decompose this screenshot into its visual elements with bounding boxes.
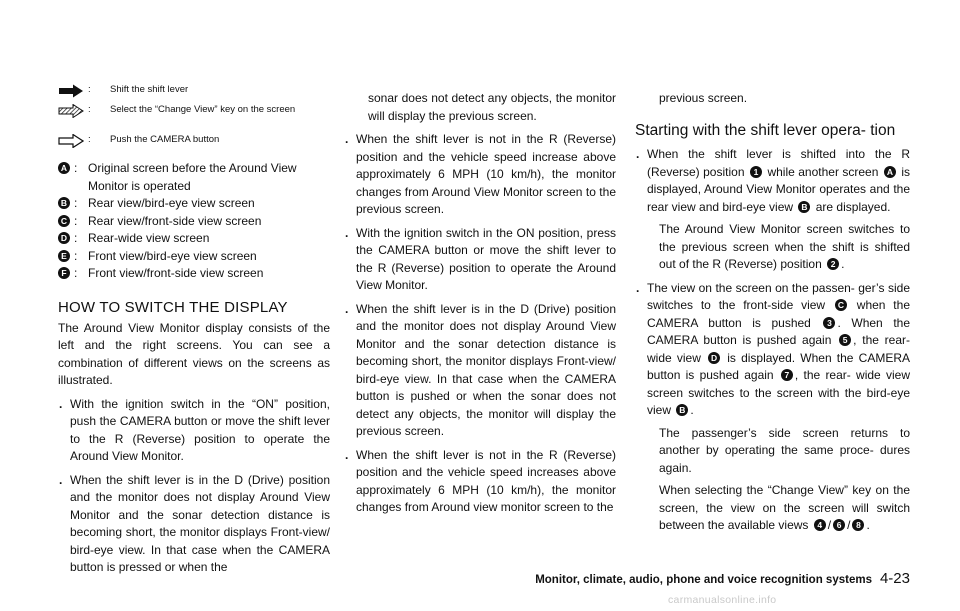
subsection-heading: Starting with the shift lever opera- tion	[635, 121, 896, 139]
view-definition: E : Front view/bird-eye view screen	[58, 248, 330, 266]
view-badge: A	[58, 162, 70, 174]
bullet-item: . When the shift lever is not in the R (Reverse) position and the vehicle speed increase above approximately 6 MPH (10 km/h), the monitor changes from Around View Monitor screen to the previous screen.	[345, 132, 616, 216]
bullet-item: . When the shift lever is not in the R (Reverse) position and the vehicle speed increases above approximately 6 MPH (10 km/h), the monitor changes from Around view monitor screen to the	[345, 447, 616, 514]
view-badge: A	[884, 166, 896, 178]
intro-paragraph: The Around View Monitor display consists of the left and the right screens. You can see a combination of different views on the screens as illustrated.	[58, 320, 330, 387]
bullet-item: . When the shift lever is shifted into the R (Reverse) position 1 while another screen A is displayed, Around View Monitor operates and the rear view and bird-eye view B are displayed.	[636, 147, 911, 214]
step-badge: 2	[827, 258, 839, 270]
right-column	[635, 90, 910, 535]
view-definition: B : Rear view/bird-eye view screen	[58, 195, 330, 213]
view-badge: C	[58, 215, 70, 227]
step-badge: 4	[814, 519, 826, 531]
bullet-item: . With the ignition switch in the ON position, press the CAMERA button or move the shift lever to the R (Reverse) position to operate the Around View Monitor.	[345, 225, 616, 292]
step-badge: 3	[823, 317, 835, 329]
continued-text: previous screen.	[659, 91, 748, 105]
legend-text: Push the CAMERA button	[110, 134, 220, 145]
continued-text: sonar does not detect any objects, the monitor will display the previous screen.	[368, 91, 616, 123]
step-badge: 6	[833, 519, 845, 531]
bullet-item: . With the ignition switch in the “ON” position, push the CAMERA button or move the shift lever to the R (Reverse) position to operate the Around View Monitor.	[59, 396, 330, 463]
watermark: carmanualsonline.info	[668, 594, 777, 606]
legend-text: Select the “Change View” key on the screen	[110, 104, 296, 115]
bullet-item: . When the shift lever is in the D (Drive) position and the monitor does not display Around View Monitor and the sonar detection distance is becoming short, the monitor displays Front-view/ bird-eye view. In that case when the CAMERA button is pressed or when the	[59, 472, 330, 574]
view-badge: D	[58, 232, 70, 244]
left-column	[58, 84, 330, 577]
footer-section-title: Monitor, climate, audio, phone and voice recognition systems	[535, 574, 872, 586]
step-badge: 8	[852, 519, 864, 531]
camera-button-arrow-icon	[58, 134, 84, 148]
step-badge: 7	[781, 369, 793, 381]
legend-row: : Shift the shift lever	[58, 84, 330, 97]
page-number: 4-23	[879, 570, 910, 587]
view-badge: F	[58, 267, 70, 279]
sub-paragraph: The passenger’s side screen returns to another by operating the same proce- dures again.	[659, 425, 910, 475]
view-definition: C : Rear view/front-side view screen	[58, 213, 330, 231]
bullet-item: . When the shift lever is in the D (Drive) position and the monitor does not display Around View Monitor and the sonar detection distance is becoming short, the monitor displays Front-view/ bird-eye view. In that case when the CAMERA button is pushed or when the sonar does not detect any objects, the monitor will display the previous screen.	[345, 301, 616, 438]
bullet-item: . The view on the screen on the passen- ger’s side switches to the front-side view C when the CAMERA button is pushed 3 . When the CAMERA button is pushed again 5 , the rear-wide view D is displayed. When the CAMERA button is pushed again 7 , the rear- wide view screen switches to the screen with the bird-eye view B .	[636, 280, 911, 417]
view-badge: E	[58, 250, 70, 262]
page-footer	[520, 570, 910, 587]
view-badge: B	[676, 404, 688, 416]
legend-row: : Push the CAMERA button	[58, 134, 330, 147]
legend-text: Shift the shift lever	[110, 84, 189, 95]
sub-paragraph: The Around View Monitor screen switches to the previous screen when the shift is shifted out of the R (Reverse) position 2 .	[659, 222, 910, 271]
legend-row: : Select the “Change View” key on the screen	[58, 104, 330, 130]
shift-lever-arrow-icon	[58, 84, 84, 98]
sub-paragraph: When selecting the “Change View” key on the screen, the view on the screen will switch between the available views 4 / 6 / 8 .	[659, 483, 910, 532]
step-badge: 5	[839, 334, 851, 346]
change-view-arrow-icon	[58, 104, 84, 118]
view-badge: C	[835, 299, 847, 311]
view-definition: D : Rear-wide view screen	[58, 230, 330, 248]
view-badge: B	[798, 201, 810, 213]
view-definition: A : Original screen before the Around View Monitor is operated	[58, 160, 330, 195]
view-badge: D	[708, 352, 720, 364]
view-definition: F : Front view/front-side view screen	[58, 265, 330, 283]
section-heading: HOW TO SWITCH THE DISPLAY	[58, 298, 288, 316]
middle-column	[344, 90, 616, 517]
step-badge: 1	[750, 166, 762, 178]
view-badge: B	[58, 197, 70, 209]
